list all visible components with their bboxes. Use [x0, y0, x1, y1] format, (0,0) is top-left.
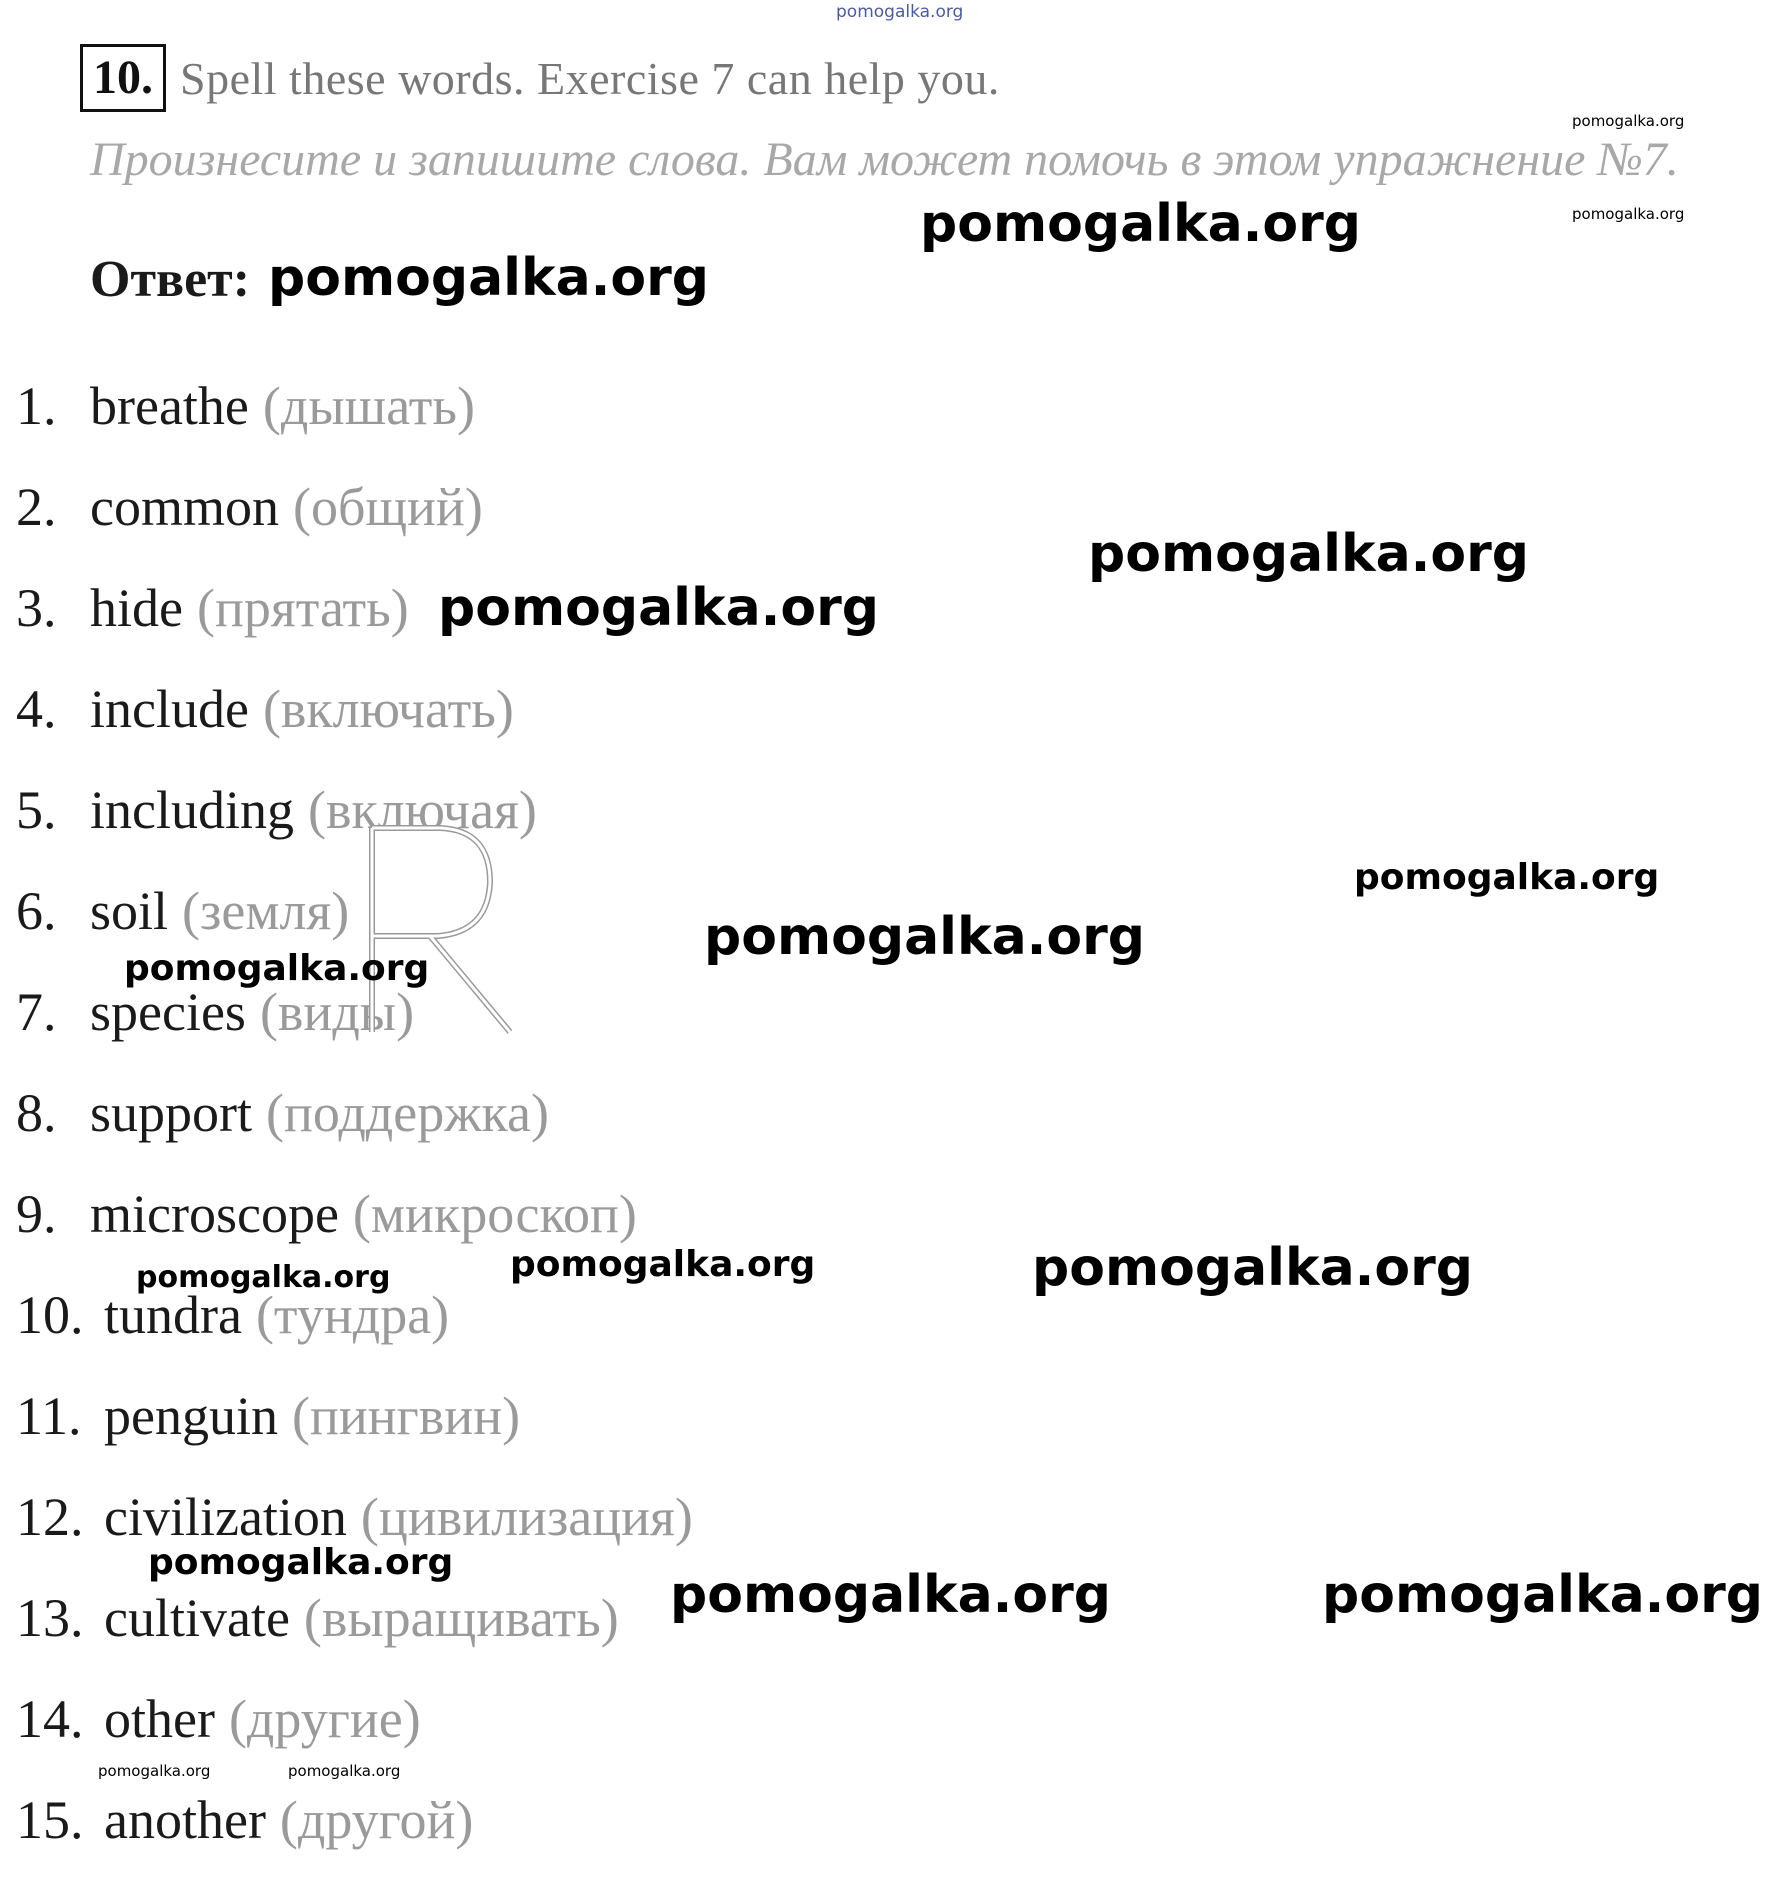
- watermark: pomogalka.org: [438, 578, 880, 638]
- word-english: civilization: [104, 1487, 347, 1547]
- word-item: [16, 1588, 693, 1689]
- word-translation: (общий): [292, 477, 483, 537]
- word-translation: (микроскоп): [352, 1184, 637, 1244]
- watermark: pomogalka.org: [670, 1565, 1112, 1625]
- exercise-instruction-ru: Произнесите и запишите слова. Вам может помочь в этом упражнение №7.: [90, 133, 1679, 186]
- watermark: pomogalka.org: [98, 1762, 211, 1780]
- top-watermark: pomogalka.org: [836, 2, 964, 22]
- word-translation: (дышать): [262, 376, 475, 436]
- word-item: [16, 376, 693, 477]
- word-english: another: [104, 1790, 266, 1850]
- word-number: 2.: [16, 477, 57, 537]
- word-number: 13.: [16, 1588, 84, 1648]
- word-english: penguin: [104, 1386, 278, 1446]
- word-english: hide: [90, 578, 183, 638]
- word-english: include: [90, 679, 249, 739]
- watermark: pomogalka.org: [510, 1244, 816, 1285]
- word-english: microscope: [90, 1184, 339, 1244]
- word-english: other: [104, 1689, 215, 1749]
- watermark: pomogalka.org: [1032, 1238, 1474, 1298]
- word-translation: (прятать): [196, 578, 409, 638]
- word-number: 12.: [16, 1487, 84, 1547]
- watermark: pomogalka.org: [1088, 524, 1530, 584]
- word-number: 5.: [16, 780, 57, 840]
- word-number: 10.: [16, 1285, 84, 1345]
- word-translation: (тундра): [255, 1285, 450, 1345]
- word-number: 4.: [16, 679, 57, 739]
- word-item: [16, 1386, 693, 1487]
- word-item: [16, 982, 693, 1083]
- word-english: species: [90, 982, 246, 1042]
- exercise-instruction: Spell these words. Exercise 7 can help you.: [180, 52, 1000, 104]
- word-translation: (другие): [228, 1689, 421, 1749]
- watermark: pomogalka.org: [1354, 857, 1660, 898]
- word-english: tundra: [104, 1285, 242, 1345]
- word-item: [16, 477, 693, 578]
- word-item: [16, 1790, 693, 1891]
- word-translation: (земля): [182, 881, 350, 941]
- word-number: 14.: [16, 1689, 84, 1749]
- word-translation: (включать): [262, 679, 514, 739]
- watermark: pomogalka.org: [124, 948, 430, 989]
- word-number: 8.: [16, 1083, 57, 1143]
- word-translation: (поддержка): [266, 1083, 549, 1143]
- word-item: [16, 1083, 693, 1184]
- watermark: pomogalka.org: [148, 1542, 454, 1583]
- word-translation: (выращивать): [303, 1588, 619, 1648]
- watermark: pomogalka.org: [1572, 205, 1685, 223]
- word-translation: (другой): [279, 1790, 474, 1850]
- word-english: support: [90, 1083, 252, 1143]
- word-translation: (пингвин): [291, 1386, 521, 1446]
- watermark: pomogalka.org: [1572, 112, 1685, 130]
- word-translation: (включая): [307, 780, 537, 840]
- watermark: pomogalka.org: [268, 248, 710, 308]
- word-item: [16, 780, 693, 881]
- word-number: 1.: [16, 376, 57, 436]
- word-english: breathe: [90, 376, 249, 436]
- watermark: pomogalka.org: [704, 907, 1146, 967]
- answer-label: Ответ:: [90, 251, 251, 308]
- watermark: pomogalka.org: [920, 194, 1362, 254]
- word-translation: (виды): [259, 982, 415, 1042]
- watermark: pomogalka.org: [136, 1260, 391, 1295]
- word-item: [16, 1285, 693, 1386]
- exercise-header: [80, 44, 1000, 112]
- word-item: [16, 679, 693, 780]
- word-english: including: [90, 780, 294, 840]
- word-number: 9.: [16, 1184, 57, 1244]
- word-english: common: [90, 477, 279, 537]
- word-number: 11.: [16, 1386, 82, 1446]
- watermark: pomogalka.org: [288, 1762, 401, 1780]
- word-number: 15.: [16, 1790, 84, 1850]
- word-translation: (цивилизация): [360, 1487, 693, 1547]
- watermark: pomogalka.org: [1322, 1565, 1764, 1625]
- r-outline-mark: [360, 820, 520, 1040]
- word-number: 6.: [16, 881, 57, 941]
- exercise-number: 10.: [80, 44, 166, 112]
- word-number: 3.: [16, 578, 57, 638]
- word-english: soil: [90, 881, 169, 941]
- word-english: cultivate: [104, 1588, 290, 1648]
- word-number: 7.: [16, 982, 57, 1042]
